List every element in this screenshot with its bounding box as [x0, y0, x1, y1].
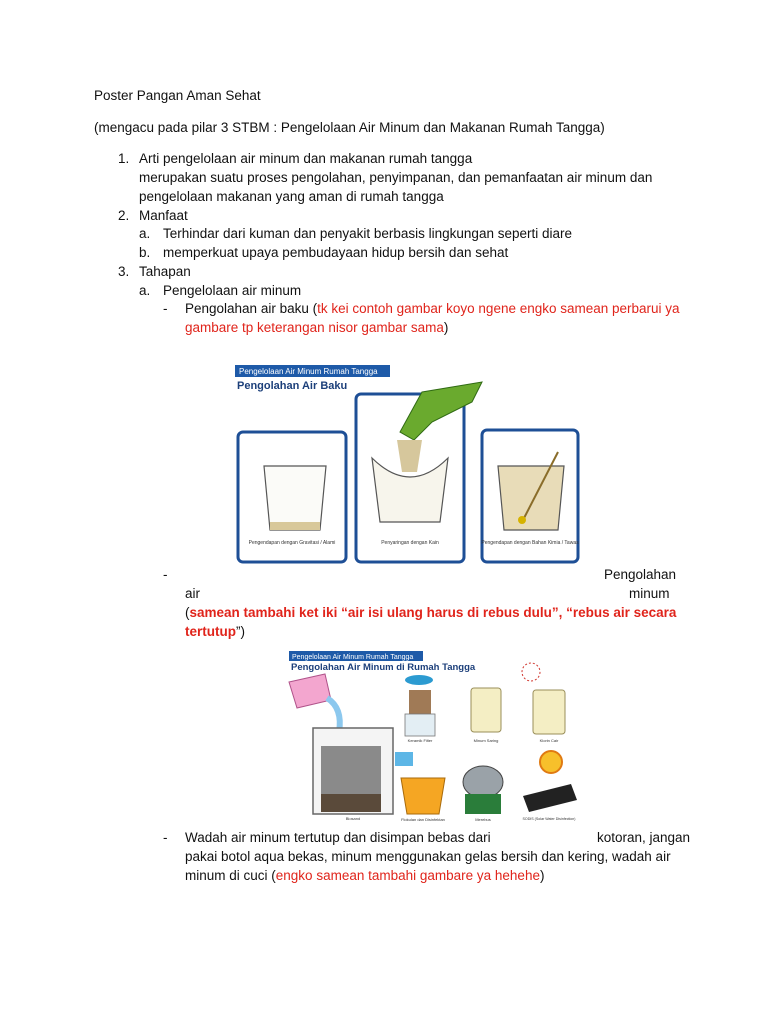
item-text-line: pengelolaan makanan yang aman di rumah tangga: [139, 189, 444, 204]
figure-air-minum: [287, 648, 583, 824]
figure-caption: Flokulan dan Disinfektan: [401, 817, 445, 822]
bullet-text: Pengolahan: [604, 567, 677, 582]
figure-caption: Minum Saring: [473, 738, 499, 743]
item-text-line: merupakan suatu proses pengolahan, penyimpanan, dan pemanfaatan air minum dan: [139, 170, 653, 185]
bullet-text: ”): [236, 624, 245, 639]
figure-caption: Penyaringan dengan Kain: [381, 540, 439, 546]
bullet-line: [185, 301, 680, 316]
doc-title: Poster Pangan Aman Sehat: [94, 88, 261, 103]
bullet-text: Pengolahan air baku (: [185, 301, 318, 316]
bullet-line: [185, 624, 245, 639]
sub-text: memperkuat upaya pembudayaan hidup bersih dan sehat: [163, 245, 509, 260]
figure-caption: Merebus: [475, 817, 491, 822]
bullet-text: ): [443, 320, 449, 335]
editor-note: engko samean tambahi gambare ya hehehe: [275, 868, 540, 883]
bullet-dash: -: [163, 830, 168, 845]
bullet-line: [185, 868, 544, 883]
sub-text: Terhindar dari kuman dan penyakit berbasis lingkungan seperti diare: [163, 226, 572, 241]
figure-caption: Biosand: [345, 816, 361, 821]
editor-note: tertutup: [185, 624, 236, 639]
item-number: 1.: [118, 151, 130, 166]
sub-letter: a.: [139, 226, 151, 241]
bullet-dash: -: [163, 301, 168, 316]
editor-note: samean tambahi ket iki “air isi ulang harus di rebus dulu”, “rebus air secara: [189, 605, 677, 620]
figure-caption: Pengendapan dengan Gravitasi / Alami: [248, 540, 336, 546]
item-number: 2.: [118, 208, 130, 223]
figure-banner: Pengelolaan Air Minum Rumah Tangga: [239, 367, 378, 376]
item-heading: Manfaat: [139, 208, 188, 223]
sub-text: Pengelolaan air minum: [163, 283, 302, 298]
bullet-text: minum di cuci (: [185, 868, 276, 883]
bullet-dash: -: [163, 567, 168, 582]
figure-caption: SODIS (Solar Water Disinfection): [522, 817, 576, 821]
figure-title: Pengolahan Air Baku: [237, 380, 348, 392]
sub-letter: a.: [139, 283, 151, 298]
bullet-text: Wadah air minum tertutup dan disimpan bebas dari: [185, 830, 491, 845]
figure-title: Pengolahan Air Minum di Rumah Tangga: [291, 662, 476, 673]
bullet-text: ): [539, 868, 545, 883]
doc-subtitle: (mengacu pada pilar 3 STBM : Pengelolaan Air Minum dan Makanan Rumah Tangga): [94, 120, 605, 135]
figure-caption: Keramik Filter: [407, 738, 433, 743]
figure-air-baku: [232, 362, 582, 568]
bullet-text: minum: [629, 586, 670, 601]
bullet-text: (: [185, 605, 190, 620]
sub-letter: b.: [139, 245, 151, 260]
bullet-text: pakai botol aqua bekas, minum menggunakan gelas bersih dan kering, wadah air: [185, 849, 671, 864]
figure-banner: Pengelolaan Air Minum Rumah Tangga: [292, 654, 414, 661]
item-heading: Tahapan: [139, 264, 191, 279]
bullet-line: [185, 605, 676, 620]
bullet-text: kotoran, jangan: [597, 830, 691, 845]
item-number: 3.: [118, 264, 130, 279]
figure-caption: Pengendapan dengan Bahan Kimia / Tawas: [481, 540, 579, 546]
item-heading: Arti pengelolaan air minum dan makanan rumah tangga: [139, 151, 473, 166]
editor-note: tk kei contoh gambar koyo ngene engko samean perbarui ya: [317, 301, 680, 316]
bullet-text: air: [185, 586, 201, 601]
bullet-line: [185, 320, 448, 335]
editor-note: gambare tp keterangan nisor gambar sama: [185, 320, 444, 335]
figure-caption: Klorin Cair: [539, 738, 559, 743]
